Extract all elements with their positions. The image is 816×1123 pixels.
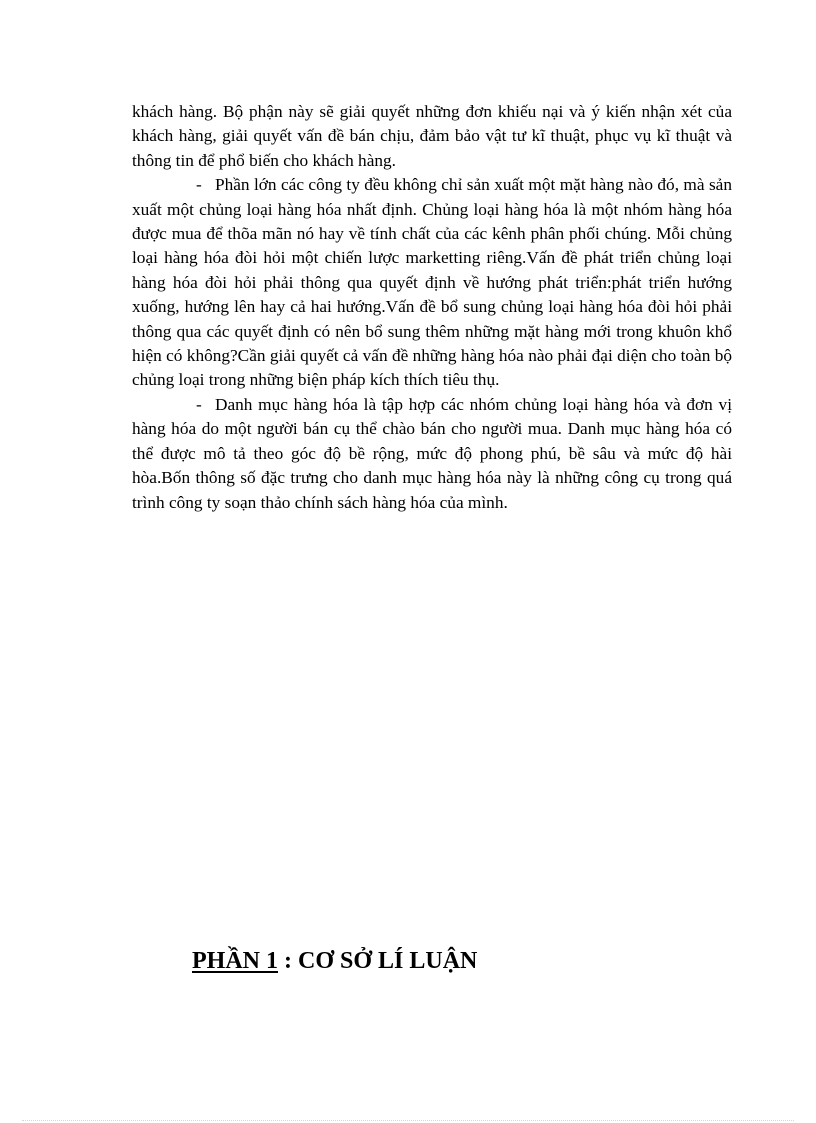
bullet-dash: -: [196, 394, 202, 414]
bullet-dash: -: [196, 175, 202, 195]
section-title: CƠ SỞ LÍ LUẬN: [298, 948, 478, 974]
bullet-paragraph-text: Danh mục hàng hóa là tập hợp các nhóm chủng loại hàng hóa và đơn vị hàng hóa do một người bán cụ thể chào bán cho người mua. Danh mục hàng hóa có thể được mô tả theo góc độ bề rộng, mức độ phong phú, bề sâu và mức độ hài hòa.Bốn thông số đặc trưng cho danh mục hàng hóa này là những công cụ trong quá trình công ty soạn thảo chính sách hàng hóa của mình.: [132, 394, 732, 512]
section-part-label: PHẦN 1: [192, 948, 278, 974]
body-text: [132, 100, 732, 515]
section-heading-separator: :: [278, 948, 298, 974]
bullet-paragraph-text: Phần lớn các công ty đều không chỉ sản xuất một mặt hàng nào đó, mà sản xuất một chủng loại hàng hóa nhất định. Chủng loại hàng hóa là một nhóm hàng hóa được mua để thõa mãn nó hay về tính chất của các kênh phân phối chúng. Mỗi chủng loại hàng hóa đòi hỏi một chiến lược marketting riêng.Vấn đề phát triển chủng loại hàng hóa đòi hỏi phải thông qua quyết định về hướng phát triển:phát triển hướng xuống, hướng lên hay cả hai hướng.Vấn đề bổ sung chủng loại hàng hóa đòi hỏi phải thông qua các quyết định có nên bổ sung thêm những mặt hàng mới trong khuôn khổ hiện có không?Cần giải quyết cả vấn đề những hàng hóa nào phải đại diện cho toàn bộ chủng loại trong những biện pháp kích thích tiêu thụ.: [132, 175, 732, 390]
section-heading: [192, 948, 477, 975]
bullet-paragraph-product-mix: [132, 393, 732, 515]
intro-paragraph: khách hàng. Bộ phận này sẽ giải quyết những đơn khiếu nại và ý kiến nhận xét của khách hàng, giải quyết vấn đề bán chịu, đảm bảo vật tư kĩ thuật, phục vụ kĩ thuật và thông tin để phổ biến cho khách hàng.: [132, 102, 732, 170]
bullet-paragraph-product-line: [132, 173, 732, 393]
page-bottom-divider: [22, 1120, 794, 1121]
